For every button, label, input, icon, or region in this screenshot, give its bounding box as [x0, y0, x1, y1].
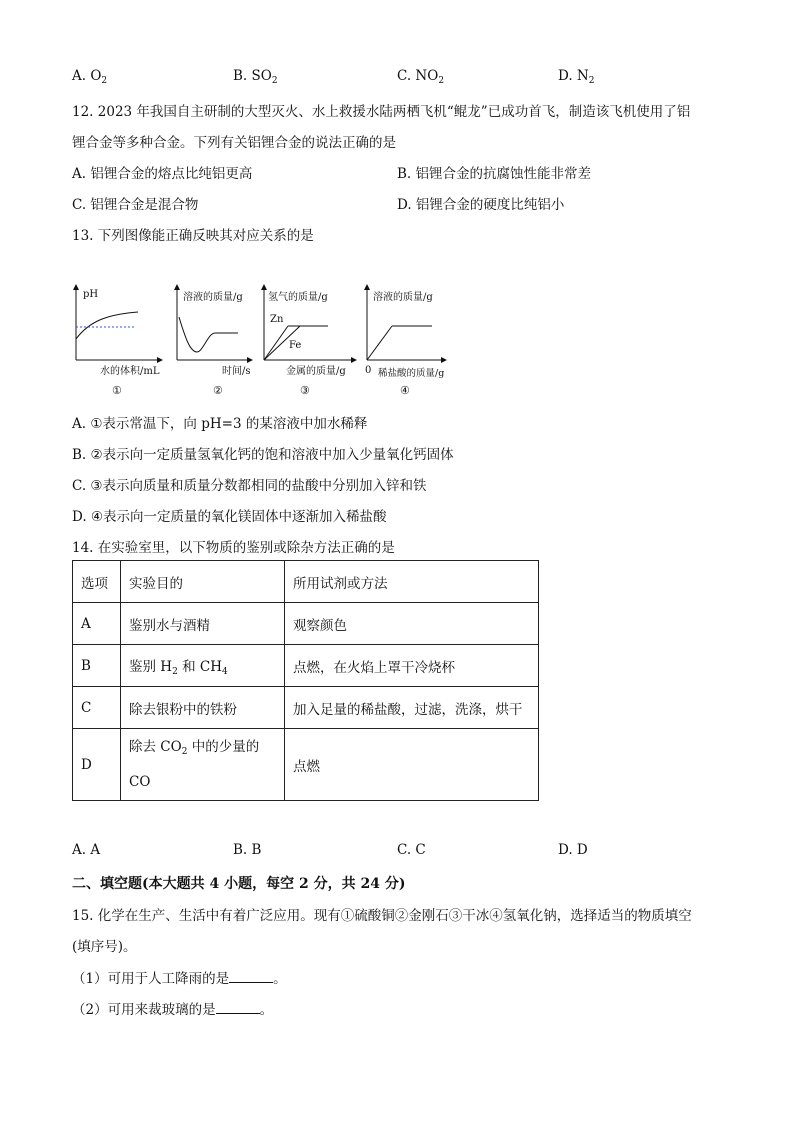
- section-title: 二、填空题(本大题共 4 小题，每空 2 分，共 24 分): [72, 876, 406, 892]
- q13-option-a: A. ①表示常温下，向 pH=3 的某溶液中加水稀释: [72, 416, 368, 432]
- q13-option-d: D. ④表示向一定质量的氧化镁固体中逐渐加入稀盐酸: [72, 509, 387, 525]
- q15-sub1: （1）可用于人工降雨的是 。: [72, 971, 287, 987]
- row-d-method: 点燃: [285, 729, 539, 801]
- row-c-purpose: 除去银粉中的铁粉: [121, 687, 285, 729]
- row-c-method: 加入足量的稀盐酸，过滤，洗涤，烘干: [285, 687, 539, 729]
- table-row: [73, 645, 539, 687]
- row-d-option: D: [73, 729, 121, 801]
- q14-option-d: D. D: [558, 842, 588, 858]
- q12-option-a: A. 铝锂合金的熔点比纯铝更高: [72, 166, 253, 182]
- graph-4-ylabel: 溶液的质量/g: [373, 292, 433, 303]
- graph-3-xlabel: 金属的质量/g: [286, 366, 346, 377]
- row-b-option: B: [73, 645, 121, 687]
- graph-4-origin: 0: [365, 365, 372, 376]
- q11-option-d: D. $N_2$: [558, 68, 595, 86]
- q11-option-b: B. $SO_2$: [233, 68, 278, 86]
- row-b-purpose: 鉴别 $H_2$ 和 $CH_4$: [121, 645, 285, 687]
- row-a-method: 观察颜色: [285, 603, 539, 645]
- graph-4: [365, 287, 444, 397]
- q13-graphs: [60, 282, 480, 402]
- q12-stem-line2: 锂合金等多种合金。下列有关铝锂合金的说法正确的是: [72, 135, 396, 151]
- graph-3-ylabel: 氢气的质量/g: [268, 292, 328, 303]
- q12-option-c: C. 铝锂合金是混合物: [72, 197, 199, 213]
- q12-stem-line1: 12. 2023 年我国自主研制的大型灭火、水上救援水陆两栖飞机“鲲龙”已成功首飞，制造该飞机使用了铝: [72, 104, 691, 120]
- answer-blank[interactable]: [216, 1001, 260, 1014]
- row-c-option: C: [73, 687, 121, 729]
- header-purpose: 实验目的: [121, 561, 285, 603]
- graph-2: [177, 287, 251, 397]
- q14-stem: 14. 在实验室里，以下物质的鉴别或除杂方法正确的是: [72, 540, 395, 556]
- q13-option-c: C. ③表示向质量和质量分数都相同的盐酸中分别加入锌和铁: [72, 478, 427, 494]
- header-method: 所用试剂或方法: [285, 561, 539, 603]
- q15-stem-line1: 15. 化学在生产、生活中有着广泛应用。现有①硫酸铜②金刚石③干冰④氢氧化钠，选择适当的物质填空: [72, 908, 692, 924]
- graph-4-number: ④: [400, 384, 410, 397]
- table-row: [73, 603, 539, 645]
- row-a-option: A: [73, 603, 121, 645]
- row-b-method: 点燃，在火焰上罩干冷烧杯: [285, 645, 539, 687]
- graph-3-fe-label: Fe: [289, 340, 302, 351]
- q13-option-b: B. ②表示向一定质量氢氧化钙的饱和溶液中加入少量氧化钙固体: [72, 447, 454, 463]
- graph-2-number: ②: [213, 384, 223, 397]
- q15-sub2: （2）可用来裁玻璃的是 。: [72, 1002, 274, 1018]
- graph-3: [264, 287, 354, 397]
- graph-1-curve: [76, 312, 138, 339]
- graph-2-xlabel: 时间/s: [222, 366, 251, 377]
- table-row: [73, 687, 539, 729]
- table-row: [73, 729, 539, 801]
- row-a-purpose: 鉴别水与酒精: [121, 603, 285, 645]
- q12-option-b: B. 铝锂合金的抗腐蚀性能非常差: [397, 166, 592, 182]
- table-header-row: [73, 561, 539, 603]
- q15-stem-line2: (填序号)。: [72, 939, 137, 955]
- q13-stem: 13. 下列图像能正确反映其对应关系的是: [72, 228, 314, 244]
- q14-option-a: A. A: [72, 842, 101, 858]
- graph-2-curve: [179, 317, 238, 352]
- answer-blank[interactable]: [229, 970, 273, 983]
- q11-option-c: C. $NO_2$: [397, 68, 445, 86]
- graph-3-zn-line: [264, 326, 288, 360]
- graph-2-ylabel: 溶液的质量/g: [183, 292, 243, 303]
- row-d-purpose: 除去 $CO_2$ 中的少量的 CO: [121, 729, 285, 801]
- header-option: 选项: [73, 561, 121, 603]
- q14-option-b: B. B: [233, 842, 262, 858]
- graph-3-zn-label: Zn: [270, 314, 284, 325]
- graph-4-rise: [367, 326, 392, 360]
- q12-option-d: D. 铝锂合金的硬度比纯铝小: [397, 197, 565, 213]
- q14-table: [72, 560, 539, 801]
- graph-1-number: ①: [112, 384, 122, 397]
- q14-option-c: C. C: [397, 842, 426, 858]
- graph-4-xlabel: 稀盐酸的质量/g: [378, 368, 445, 379]
- graph-1-xlabel: 水的体积/mL: [100, 366, 160, 377]
- graph-1-ylabel: pH: [83, 289, 99, 300]
- graph-3-number: ③: [300, 384, 310, 397]
- graph-1: [76, 287, 160, 397]
- q11-option-a: A. $O_2$: [72, 68, 108, 86]
